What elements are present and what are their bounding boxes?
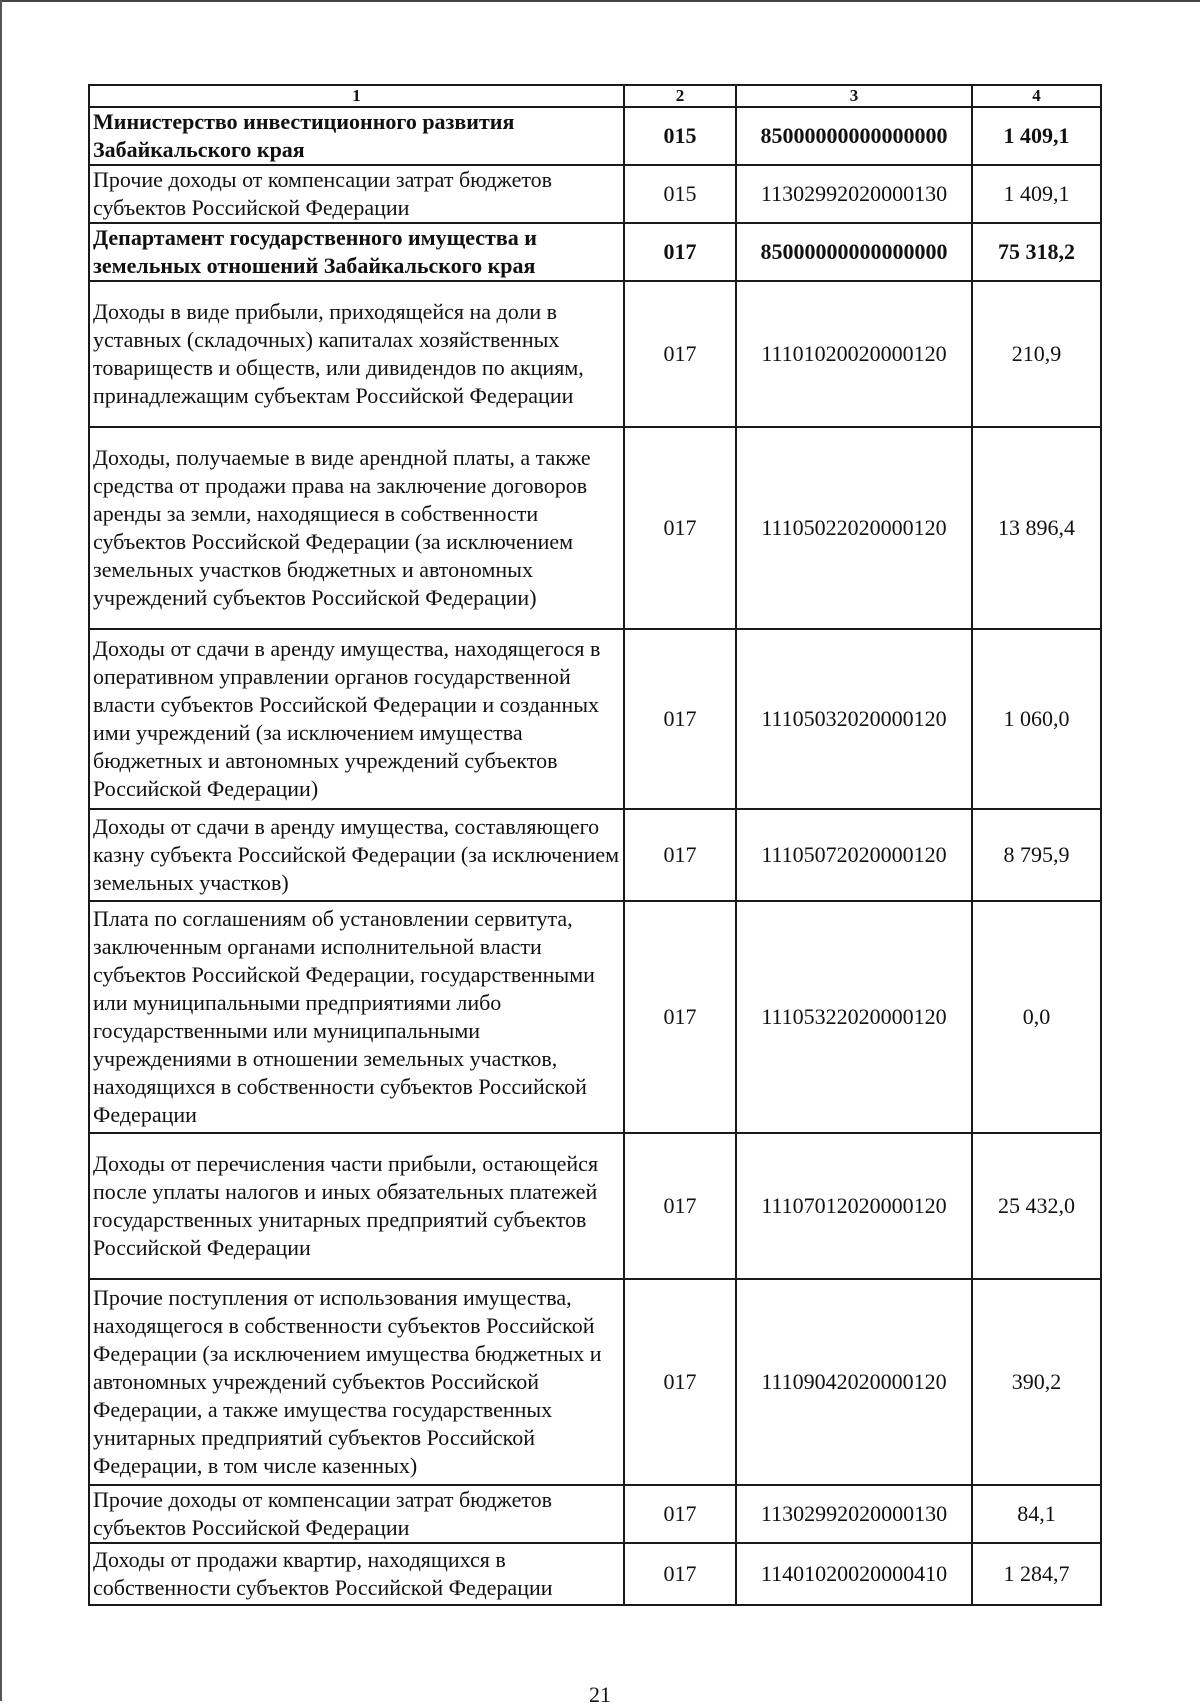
table-row [89, 1279, 1101, 1485]
row-description: Прочие доходы от компенсации затрат бюджетов субъектов Российской Федерации [89, 1485, 624, 1543]
table-row [89, 901, 1101, 1133]
row-admin-code: 015 [624, 165, 736, 223]
row-kbk-code: 11105032020000120 [736, 629, 972, 809]
row-admin-code: 017 [624, 1279, 736, 1485]
top-scan-border [0, 0, 1200, 2]
left-scan-border [0, 0, 2, 1701]
row-amount: 75 318,2 [972, 223, 1101, 281]
revenue-table [88, 84, 1102, 1606]
row-admin-code: 017 [624, 427, 736, 629]
row-description: Доходы от сдачи в аренду имущества, составляющего казну субъекта Российской Федерации (за исключением земельных участков) [89, 809, 624, 901]
table-body [89, 107, 1101, 1605]
row-kbk-code: 11109042020000120 [736, 1279, 972, 1485]
header-col-4: 4 [972, 85, 1101, 107]
row-admin-code: 017 [624, 223, 736, 281]
row-admin-code: 017 [624, 1543, 736, 1605]
table-row [89, 1543, 1101, 1605]
header-col-1: 1 [89, 85, 624, 107]
header-col-3: 3 [736, 85, 972, 107]
table-row [89, 809, 1101, 901]
row-admin-code: 017 [624, 629, 736, 809]
table-row [89, 281, 1101, 427]
row-amount: 1 409,1 [972, 165, 1101, 223]
row-description: Плата по соглашениям об установлении сервитута, заключенным органами исполнительной власти субъектов Российской Федерации, государственными или муниципальными предприятиями либо государственными или муниципальными учреждениями в отношении земельных участков, находящихся в собственности субъектов Российской Федерации [89, 901, 624, 1133]
row-kbk-code: 11107012020000120 [736, 1133, 972, 1279]
table-row [89, 629, 1101, 809]
table-row [89, 165, 1101, 223]
table-header-row [89, 85, 1101, 107]
row-amount: 1 060,0 [972, 629, 1101, 809]
row-admin-code: 017 [624, 1133, 736, 1279]
row-description: Министерство инвестиционного развития Забайкальского края [89, 107, 624, 165]
row-kbk-code: 85000000000000000 [736, 223, 972, 281]
row-description: Доходы, получаемые в виде арендной платы, а также средства от продажи права на заключение договоров аренды за земли, находящиеся в собственности субъектов Российской Федерации (за исключением земельных участков бюджетных и автономных учреждений субъектов Российской Федерации) [89, 427, 624, 629]
row-amount: 390,2 [972, 1279, 1101, 1485]
row-amount: 8 795,9 [972, 809, 1101, 901]
table-row [89, 107, 1101, 165]
page-number: 21 [589, 1682, 611, 1707]
row-amount: 84,1 [972, 1485, 1101, 1543]
row-description: Доходы от перечисления части прибыли, остающейся после уплаты налогов и иных обязательных платежей государственных унитарных предприятий субъектов Российской Федерации [89, 1133, 624, 1279]
row-amount: 0,0 [972, 901, 1101, 1133]
row-admin-code: 017 [624, 901, 736, 1133]
row-admin-code: 017 [624, 809, 736, 901]
row-description: Доходы от продажи квартир, находящихся в собственности субъектов Российской Федерации [89, 1543, 624, 1605]
row-kbk-code: 11105072020000120 [736, 809, 972, 901]
row-amount: 1 409,1 [972, 107, 1101, 165]
row-description: Прочие доходы от компенсации затрат бюджетов субъектов Российской Федерации [89, 165, 624, 223]
row-kbk-code: 11105322020000120 [736, 901, 972, 1133]
row-kbk-code: 11101020020000120 [736, 281, 972, 427]
row-amount: 210,9 [972, 281, 1101, 427]
table-row [89, 1133, 1101, 1279]
row-kbk-code: 11401020020000410 [736, 1543, 972, 1605]
header-col-2: 2 [624, 85, 736, 107]
row-description: Департамент государственного имущества и земельных отношений Забайкальского края [89, 223, 624, 281]
row-amount: 13 896,4 [972, 427, 1101, 629]
row-kbk-code: 11105022020000120 [736, 427, 972, 629]
row-description: Доходы в виде прибыли, приходящейся на доли в уставных (складочных) капиталах хозяйственных товариществ и обществ, или дивидендов по акциям, принадлежащим субъектам Российской Федерации [89, 281, 624, 427]
row-admin-code: 017 [624, 281, 736, 427]
row-description: Доходы от сдачи в аренду имущества, находящегося в оперативном управлении органов государственной власти субъектов Российской Федерации и созданных ими учреждений (за исключением имущества бюджетных и автономных учреждений субъектов Российской Федерации) [89, 629, 624, 809]
row-kbk-code: 11302992020000130 [736, 165, 972, 223]
table-row [89, 223, 1101, 281]
table-row [89, 427, 1101, 629]
table-row [89, 1485, 1101, 1543]
row-description: Прочие поступления от использования имущества, находящегося в собственности субъектов Российской Федерации (за исключением имущества бюджетных и автономных учреждений субъектов Российской Федерации, а также имущества государственных унитарных предприятий субъектов Российской Федерации, в том числе казенных) [89, 1279, 624, 1485]
row-admin-code: 017 [624, 1485, 736, 1543]
row-kbk-code: 85000000000000000 [736, 107, 972, 165]
row-admin-code: 015 [624, 107, 736, 165]
row-amount: 1 284,7 [972, 1543, 1101, 1605]
row-amount: 25 432,0 [972, 1133, 1101, 1279]
row-kbk-code: 11302992020000130 [736, 1485, 972, 1543]
